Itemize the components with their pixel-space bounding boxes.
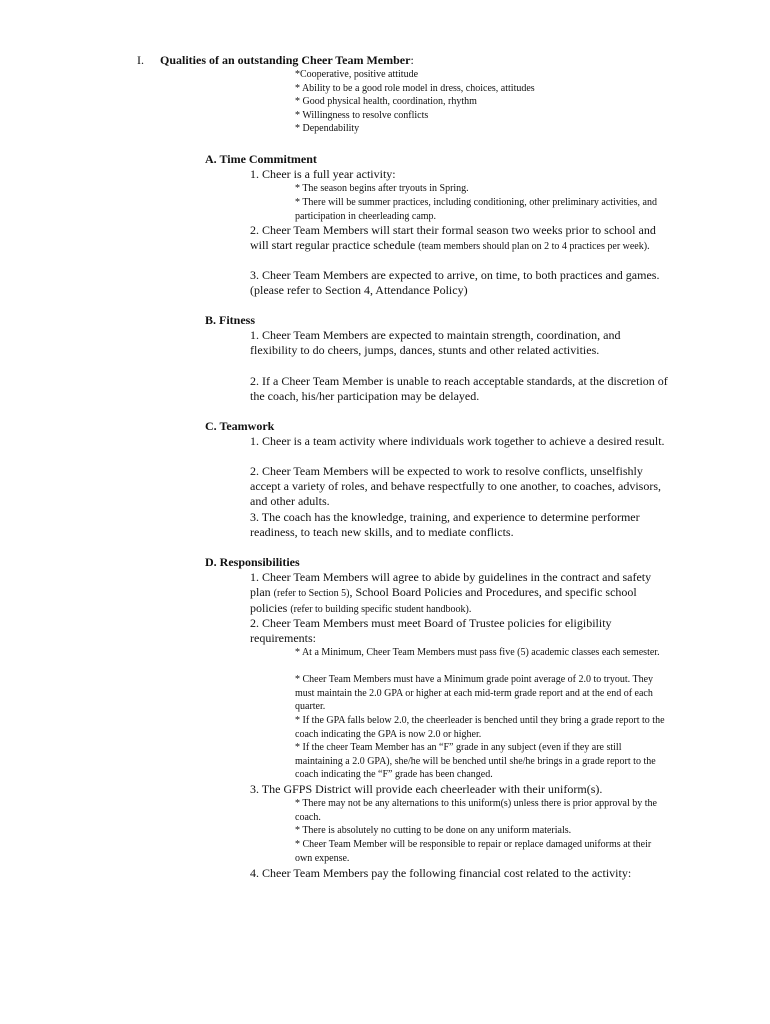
section-number: I. <box>137 53 144 67</box>
section-heading <box>160 53 414 68</box>
uniform-subitem-2: * There is absolutely no cutting to be done on any uniform materials. <box>295 825 572 836</box>
responsibilities-item-1-text-b: , School Board Policies and Procedures, and specific school policies <box>250 585 637 616</box>
uniform-subitem-1: * There may not be any alternations to this uniform(s) unless there is prior approval by the coach. <box>295 798 657 823</box>
responsibilities-item-1 <box>250 570 670 618</box>
time-commitment-item-1: 1. Cheer is a full year activity: <box>250 167 396 181</box>
eligibility-subitem-2: * Cheer Team Members must have a Minimum grade point average of 2.0 to tryout. They must maintain the 2.0 GPA or higher at each mid-term grade report and at the end of each quarter. <box>295 674 654 713</box>
responsibilities-item-2: 2. Cheer Team Members must meet Board of Trustee policies for eligibility requirements: <box>250 616 612 646</box>
quality-item: * Good physical health, coordination, rhythm <box>295 96 477 108</box>
responsibilities-item-1-note-b: (refer to building specific student handbook). <box>290 604 472 616</box>
fitness-heading: B. Fitness <box>205 313 256 327</box>
time-commitment-item-2-text: 2. Cheer Team Members will start their formal season two weeks prior to school and will start regular practice schedule <box>250 223 656 253</box>
fitness-item-1: 1. Cheer Team Members are expected to maintain strength, coordination, and flexibility to do cheers, jumps, dances, stunts and other related activities. <box>250 328 621 358</box>
eligibility-subitem-4: * If the cheer Team Member has an “F” grade in any subject (even if they are still maintaining a 2.0 GPA), she/he will be benched until she/he brings in a grade report to the coach indicating the “F” grade has been changed. <box>295 742 656 781</box>
fitness-item-2: 2. If a Cheer Team Member is unable to reach acceptable standards, at the discretion of the coach, his/her participation may be delayed. <box>250 374 668 404</box>
uniform-subitem-3: * Cheer Team Member will be responsible to repair or replace damaged uniforms at their own expense. <box>295 839 652 864</box>
quality-item: * Dependability <box>295 123 360 135</box>
teamwork-item-3: 3. The coach has the knowledge, training, and experience to determine performer readiness, to teach new skills, and to mediate conflicts. <box>250 510 640 540</box>
quality-item: * Willingness to resolve conflicts <box>295 109 429 121</box>
qualities-list <box>295 68 535 136</box>
time-commitment-item-2-note: (team members should plan on 2 to 4 practices per week). <box>418 241 650 253</box>
quality-item: * Ability to be a good role model in dress, choices, attitudes <box>295 82 535 94</box>
time-commitment-subitem-2: * There will be summer practices, including conditioning, other preliminary activities, and participation in cheerleading camp. <box>295 197 657 222</box>
time-commitment-subitem-1: * The season begins after tryouts in Spring. <box>295 183 469 194</box>
teamwork-heading: C. Teamwork <box>205 419 275 433</box>
section-heading-colon: : <box>410 53 414 67</box>
eligibility-subitem-1: * At a Minimum, Cheer Team Members must pass five (5) academic classes each semester. <box>295 647 660 658</box>
responsibilities-item-1-note-a: (refer to Section 5) <box>273 588 350 600</box>
responsibilities-heading: D. Responsibilities <box>205 555 300 569</box>
teamwork-item-2: 2. Cheer Team Members will be expected to work to resolve conflicts, unselfishly accept a variety of roles, and behave respectfully to one another, to coaches, advisors, and other adults. <box>250 464 662 509</box>
time-commitment-item-2 <box>250 223 670 254</box>
eligibility-subitem-3: * If the GPA falls below 2.0, the cheerleader is benched until they bring a grade report to the coach indicating the GPA is now 2.0 or higher. <box>295 715 665 740</box>
quality-item: *Cooperative, positive attitude <box>295 69 419 80</box>
section-heading-text: Qualities of an outstanding Cheer Team Member <box>160 53 411 67</box>
teamwork-item-1: 1. Cheer is a team activity where individuals work together to achieve a desired result. <box>250 434 665 448</box>
responsibilities-item-3: 3. The GFPS District will provide each cheerleader with their uniform(s). <box>250 782 603 796</box>
time-commitment-heading: A. Time Commitment <box>205 152 317 166</box>
responsibilities-item-1-text-a: 1. Cheer Team Members will agree to abide by guidelines in the contract and safety plan <box>250 570 652 600</box>
responsibilities-item-4: 4. Cheer Team Members pay the following financial cost related to the activity: <box>250 866 632 880</box>
time-commitment-item-3: 3. Cheer Team Members are expected to arrive, on time, to both practices and games. (please refer to Section 4, Attendance Policy) <box>250 268 660 298</box>
